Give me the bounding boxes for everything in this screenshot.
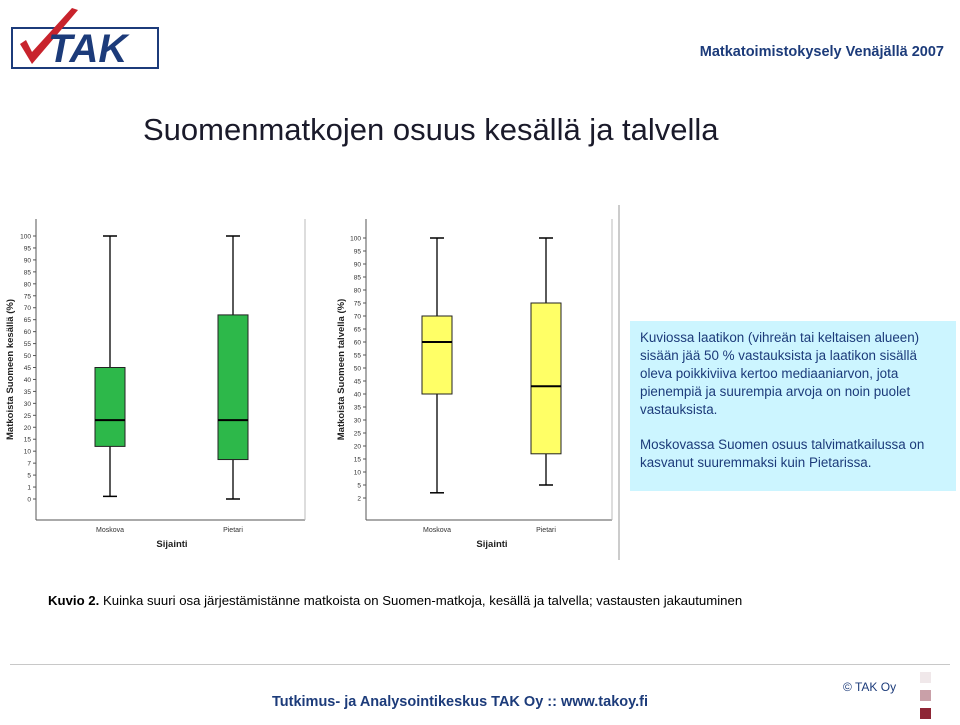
tak-logo-graphic [10, 4, 175, 74]
y-tick-label: 15 [23, 436, 31, 444]
caption-text: Kuinka suuri osa järjestämistänne matkoista on Suomen-matkoja, kesällä ja talvella; vastausten jakautuminen [99, 593, 743, 608]
y-tick-label: 40 [353, 391, 361, 399]
y-tick-label: 70 [23, 305, 31, 313]
caption-label: Kuvio 2. [48, 593, 100, 608]
info-paragraph-1: Kuviossa laatikon (vihreän tai keltaisen alueen) sisään jää 50 % vastauksista ja laatikon sisällä oleva poikkiviiva kertoo mediaaniarvon, jota pienempiä ja suurempia arvoja on noin puolet vastauksista. [640, 330, 920, 417]
info-box [630, 321, 956, 491]
figure-caption [48, 593, 742, 608]
y-tick-label: 100 [350, 235, 361, 243]
y-tick-label: 70 [353, 313, 361, 321]
y-tick-label: 5 [357, 482, 361, 490]
y-axis-label: Matkoista Suomeen talvella (%) [336, 298, 347, 441]
y-tick-label: 10 [353, 469, 361, 477]
y-tick-label: 90 [353, 261, 361, 269]
y-tick-label: 90 [23, 257, 31, 265]
x-tick-label: Moskova [422, 527, 452, 534]
y-tick-label: 80 [23, 281, 31, 289]
decor-square-1 [920, 672, 931, 683]
y-tick-label: 35 [353, 404, 361, 412]
y-tick-label: 1 [27, 484, 31, 492]
page-title: Suomenmatkojen osuus kesällä ja talvella [143, 112, 719, 147]
y-tick-label: 40 [23, 376, 31, 384]
y-tick-label: 55 [353, 352, 361, 360]
x-tick-label: Pietari [536, 527, 556, 534]
y-tick-label: 45 [23, 365, 31, 372]
x-axis-label: Sijainti [156, 539, 188, 550]
x-axis-label: Sijainti [476, 539, 508, 550]
y-tick-label: 5 [27, 472, 31, 480]
y-tick-label: 95 [23, 245, 31, 253]
y-tick-label: 7 [27, 460, 31, 468]
iqr-box [218, 315, 248, 460]
y-tick-label: 60 [23, 329, 31, 337]
y-tick-label: 80 [353, 287, 361, 295]
copyright: © TAK Oy [843, 680, 897, 694]
y-tick-label: 85 [23, 269, 31, 277]
iqr-box [95, 368, 125, 447]
y-tick-label: 85 [353, 274, 361, 282]
y-tick-label: 30 [353, 417, 361, 425]
y-tick-label: 55 [23, 341, 31, 349]
x-tick-label: Pietari [223, 527, 243, 534]
footer-text: Tutkimus- ja Analysointikeskus TAK Oy :: www.takoy.fi [272, 694, 648, 710]
iqr-box [531, 303, 561, 454]
y-tick-label: 65 [353, 326, 361, 334]
y-tick-label: 100 [20, 233, 31, 241]
y-tick-label: 20 [23, 424, 31, 432]
y-tick-label: 75 [353, 300, 361, 308]
y-tick-label: 50 [353, 365, 361, 373]
y-tick-label: 25 [23, 412, 31, 420]
x-tick-label: Moskova [95, 527, 125, 534]
info-paragraph-2: Moskovassa Suomen osuus talvimatkailussa on kasvanut suuremmaksi kuin Pietarissa. [640, 437, 925, 470]
decor-square-3 [920, 708, 931, 719]
y-tick-label: 95 [353, 248, 361, 256]
y-tick-label: 60 [353, 339, 361, 347]
footer-divider [10, 664, 950, 665]
y-tick-label: 2 [357, 495, 361, 503]
y-tick-label: 30 [23, 400, 31, 408]
y-tick-label: 45 [353, 378, 361, 386]
logo-text: TAK [48, 27, 128, 71]
report-title: Matkatoimistokysely Venäjällä 2007 [699, 44, 944, 60]
tak-logo [10, 4, 175, 74]
y-tick-label: 10 [23, 448, 31, 456]
y-tick-label: 0 [27, 496, 31, 504]
y-tick-label: 25 [353, 430, 361, 438]
iqr-box [422, 316, 452, 394]
chart-area [0, 205, 625, 563]
y-tick-label: 50 [23, 353, 31, 361]
y-tick-label: 15 [353, 456, 361, 464]
y-axis-label: Matkoista Suomeen kesällä (%) [5, 299, 16, 440]
y-tick-label: 20 [353, 443, 361, 451]
decor-square-2 [920, 690, 931, 701]
boxplot-charts [0, 205, 625, 563]
y-tick-label: 75 [23, 293, 31, 301]
y-tick-label: 35 [23, 388, 31, 396]
y-tick-label: 65 [23, 317, 31, 325]
